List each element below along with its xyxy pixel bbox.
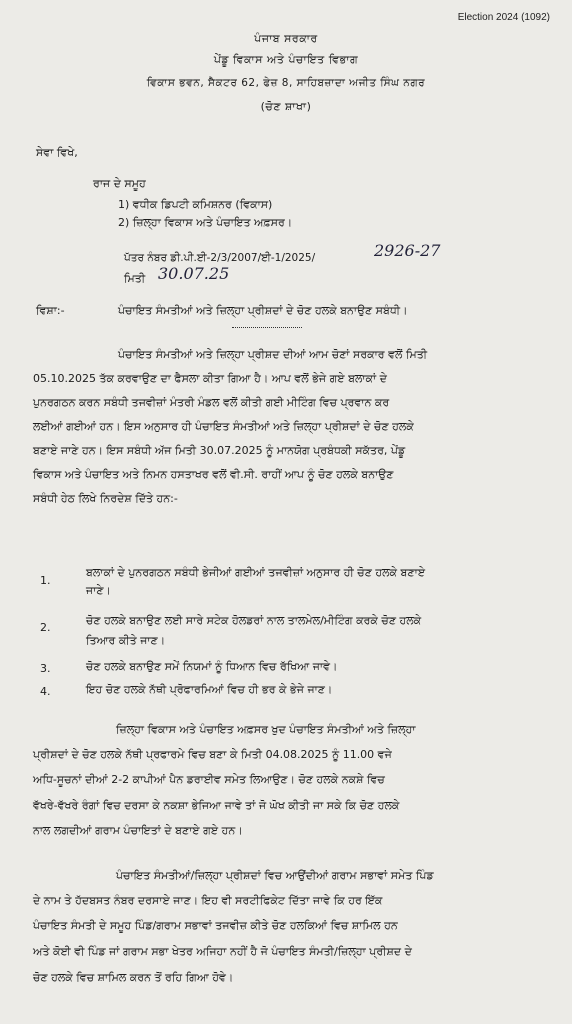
handwritten-date: 30.07.25	[158, 264, 230, 283]
list-item-line: ਚੋਣ ਹਲਕੇ ਬਨਾਉਣ ਲਈ ਸਾਰੇ ਸਟੇਕ ਹੋਲਡਰਾਂ ਨਾਲ ਤਾਲਮੇਲ/ਮੀਟਿੰਗ ਕਰਕੇ ਚੋਣ ਹਲਕੇ	[86, 614, 422, 627]
para2-line: ਵੱਖਰੇ-ਵੱਖਰੇ ਰੰਗਾਂ ਵਿਚ ਦਰਸਾ ਕੇ ਨਕਸ਼ਾ ਭੇਜਿਆ ਜਾਵੇ ਤਾਂ ਜੋ ਘੋਖ ਕੀਤੀ ਜਾ ਸਕੇ ਕਿ ਚੋਣ ਹਲਕੇ	[33, 799, 400, 812]
para1-line: ਲਈਆਂ ਗਈਆਂ ਹਨ। ਇਸ ਅਨੁਸਾਰ ਹੀ ਪੰਚਾਇਤ ਸੰਮਤੀਆਂ ਅਤੇ ਜ਼ਿਲ੍ਹਾ ਪ੍ਰੀਸ਼ਦਾਂ ਦੇ ਚੋਣ ਹਲਕੇ	[33, 420, 414, 433]
subject-divider	[232, 327, 302, 328]
list-item-line: ਬਲਾਕਾਂ ਦੇ ਪੁਨਰਗਠਨ ਸਬੰਧੀ ਭੇਜੀਆਂ ਗਈਆਂ ਤਜਵੀਜ਼ਾਂ ਅਨੁਸਾਰ ਹੀ ਚੋਣ ਹਲਕੇ ਬਣਾਏ	[86, 566, 426, 579]
para3-line: ਅਤੇ ਕੋਈ ਵੀ ਪਿੰਡ ਜਾਂ ਗਰਾਮ ਸਭਾ ਖੇਤਰ ਅਜਿਹਾ ਨਹੀਂ ਹੈ ਜੋ ਪੰਚਾਇਤ ਸੰਮਤੀ/ਜ਼ਿਲ੍ਹਾ ਪ੍ਰੀਸ਼ਦ ਦੇ	[33, 945, 412, 958]
para2-line: ਜ਼ਿਲ੍ਹਾ ਵਿਕਾਸ ਅਤੇ ਪੰਚਾਇਤ ਅਫ਼ਸਰ ਖੁਦ ਪੰਚਾਇਤ ਸੰਮਤੀਆਂ ਅਤੇ ਜ਼ਿਲ੍ਹਾ	[116, 723, 416, 736]
header-line-1: ਪੰਜਾਬ ਸਰਕਾਰ	[254, 32, 318, 45]
para2-line: ਪ੍ਰੀਸ਼ਦਾਂ ਦੇ ਚੋਣ ਹਲਕੇ ਨੱਥੀ ਪ੍ਰਫਾਰਮੇ ਵਿਚ ਬਣਾ ਕੇ ਮਿਤੀ 04.08.2025 ਨੂੰ 11.00 ਵਜੇ	[33, 748, 392, 761]
para2-line: ਅਧਿ-ਸੂਚਨਾਂ ਦੀਆਂ 2-2 ਕਾਪੀਆਂ ਪੈਨ ਡਰਾਈਵ ਸਮੇਤ ਲਿਆਉਣ। ਚੋਣ ਹਲਕੇ ਨਕਸ਼ੇ ਵਿਚ	[33, 773, 385, 786]
list-number: 1.	[40, 574, 51, 587]
para1-line: ਪੰਚਾਇਤ ਸੰਮਤੀਆਂ ਅਤੇ ਜ਼ਿਲ੍ਹਾ ਪ੍ਰੀਸ਼ਦ ਦੀਆਂ ਆਮ ਚੋਣਾਂ ਸਰਕਾਰ ਵਲੋਂ ਮਿਤੀ	[118, 348, 428, 361]
list-item-line: ਇਹ ਚੋਣ ਹਲਕੇ ਨੱਥੀ ਪ੍ਰੋਫਾਰਮਿਆਂ ਵਿਚ ਹੀ ਭਰ ਕੇ ਭੇਜੇ ਜਾਣ।	[86, 683, 333, 696]
para3-line: ਦੇ ਨਾਮ ਤੇ ਹੱਦਬਸਤ ਨੰਬਰ ਦਰਸਾਏ ਜਾਣ। ਇਹ ਵੀ ਸਰਟੀਫਿਕੇਟ ਦਿੱਤਾ ਜਾਵੇ ਕਿ ਹਰ ਇੱਕ	[33, 894, 383, 907]
para1-line: ਬਣਾਏ ਜਾਣੇ ਹਨ। ਇਸ ਸਬੰਧੀ ਅੱਜ ਮਿਤੀ 30.07.2025 ਨੂੰ ਮਾਨਯੋਗ ਪ੍ਰਬੰਧਕੀ ਸਕੱਤਰ, ਪੇਂਡੂ	[33, 444, 406, 457]
document-tag: Election 2024 (1092)	[457, 12, 550, 23]
handwritten-number: 2926-27	[374, 241, 441, 260]
header-line-4: (ਚੋਣ ਸ਼ਾਖਾ)	[260, 100, 312, 113]
addressee-1: 1) ਵਧੀਕ ਡਿਪਟੀ ਕਮਿਸ਼ਨਰ (ਵਿਕਾਸ)	[118, 198, 273, 211]
salutation: ਸੇਵਾ ਵਿਖੇ,	[36, 146, 78, 159]
list-number: 4.	[40, 685, 51, 698]
list-item-line: ਜਾਣੇ।	[86, 584, 111, 597]
para3-line: ਪੰਚਾਇਤ ਸੰਮਤੀ ਦੇ ਸਮੂਹ ਪਿੰਡ/ਗਰਾਮ ਸਭਾਵਾਂ ਤਜਵੀਜ਼ ਕੀਤੇ ਚੋਣ ਹਲਕਿਆਂ ਵਿਚ ਸ਼ਾਮਿਲ ਹਨ	[33, 919, 398, 932]
list-number: 2.	[40, 621, 51, 634]
para1-line: 05.10.2025 ਤੱਕ ਕਰਵਾਉਣ ਦਾ ਫੈਸਲਾ ਕੀਤਾ ਗਿਆ ਹੈ। ਆਪ ਵਲੋਂ ਭੇਜੇ ਗਏ ਬਲਾਕਾਂ ਦੇ	[33, 372, 387, 385]
date-label: ਮਿਤੀ	[124, 272, 146, 285]
para2-line: ਨਾਲ ਲਗਦੀਆਂ ਗਰਾਮ ਪੰਚਾਇਤਾਂ ਦੇ ਬਣਾਏ ਗਏ ਹਨ।	[33, 824, 243, 837]
list-item-line: ਚੋਣ ਹਲਕੇ ਬਨਾਉਣ ਸਮੇਂ ਨਿਯਮਾਂ ਨੂੰ ਧਿਆਨ ਵਿਚ ਰੱਖਿਆ ਜਾਵੇ।	[86, 660, 338, 673]
para1-line: ਵਿਕਾਸ ਅਤੇ ਪੰਚਾਇਤ ਅਤੇ ਨਿਮਨ ਹਸਤਾਖਰ ਵਲੋਂ ਵੀ.ਸੀ. ਰਾਹੀਂ ਆਪ ਨੂੰ ਚੋਣ ਹਲਕੇ ਬਨਾਉਣ	[33, 468, 394, 481]
para3-line: ਚੋਣ ਹਲਕੇ ਵਿਚ ਸ਼ਾਮਿਲ ਕਰਨ ਤੋਂ ਰਹਿ ਗਿਆ ਹੋਵੇ।	[33, 971, 234, 984]
list-number: 3.	[40, 662, 51, 675]
header-line-3: ਵਿਕਾਸ ਭਵਨ, ਸੈਕਟਰ 62, ਫੇਜ਼ 8, ਸਾਹਿਬਜ਼ਾਦਾ ਅਜੀਤ ਸਿੰਘ ਨਗਰ	[146, 77, 426, 89]
para1-line: ਪੁਨਰਗਠਨ ਕਰਨ ਸਬੰਧੀ ਤਜਵੀਜ਼ਾਂ ਮੰਤਰੀ ਮੰਡਲ ਵਲੋਂ ਕੀਤੀ ਗਈ ਮੀਟਿੰਗ ਵਿਚ ਪ੍ਰਵਾਨ ਕਰ	[33, 396, 390, 409]
addressee-intro: ਰਾਜ ਦੇ ਸਮੂਹ	[93, 177, 146, 190]
letter-number: ਪੱਤਰ ਨੰਬਰ ਡੀ.ਪੀ.ਈ-2/3/2007/ਈ-1/2025/	[124, 252, 316, 264]
para3-line: ਪੰਚਾਇਤ ਸੰਮਤੀਆਂ/ਜ਼ਿਲ੍ਹਾ ਪ੍ਰੀਸ਼ਦਾਂ ਵਿਚ ਆਉਂਦੀਆਂ ਗਰਾਮ ਸਭਾਵਾਂ ਸਮੇਤ ਪਿੰਡ	[116, 869, 434, 882]
para1-line: ਸਬੰਧੀ ਹੇਠ ਲਿਖੇ ਨਿਰਦੇਸ਼ ਦਿੱਤੇ ਹਨ:-	[33, 492, 178, 505]
addressee-2: 2) ਜ਼ਿਲ੍ਹਾ ਵਿਕਾਸ ਅਤੇ ਪੰਚਾਇਤ ਅਫ਼ਸਰ।	[118, 216, 293, 229]
list-item-line: ਤਿਆਰ ਕੀਤੇ ਜਾਣ।	[86, 634, 166, 647]
header-line-2: ਪੇਂਡੂ ਵਿਕਾਸ ਅਤੇ ਪੰਚਾਇਤ ਵਿਭਾਗ	[213, 53, 359, 66]
subject-label: ਵਿਸ਼ਾ:-	[36, 304, 65, 317]
subject-text: ਪੰਚਾਇਤ ਸੰਮਤੀਆਂ ਅਤੇ ਜ਼ਿਲ੍ਹਾ ਪ੍ਰੀਸ਼ਦਾਂ ਦੇ ਚੋਣ ਹਲਕੇ ਬਨਾਉਣ ਸਬੰਧੀ।	[118, 304, 408, 317]
